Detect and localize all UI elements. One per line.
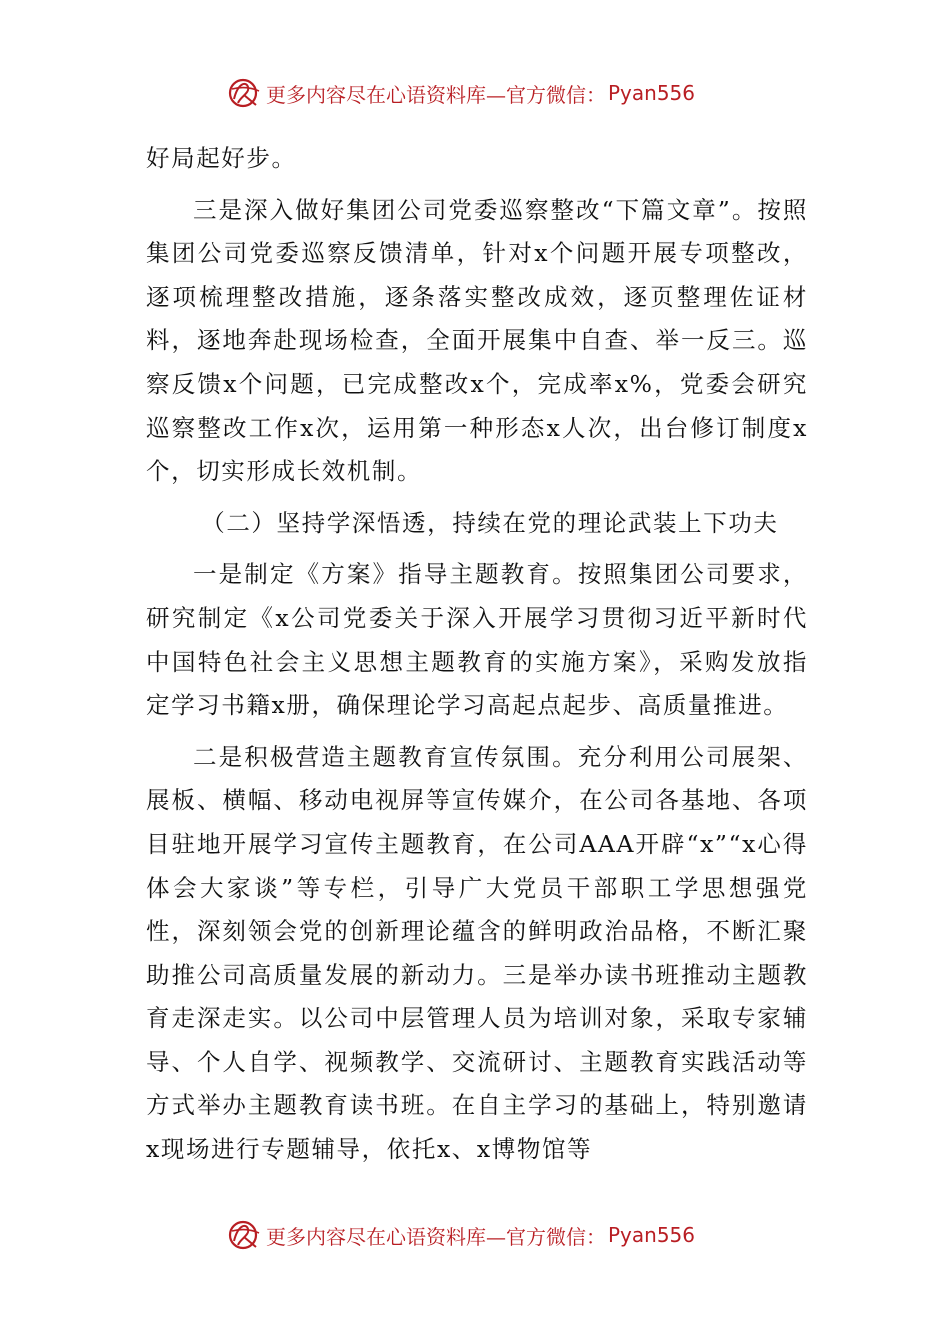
paragraph-plan: 一是制定《方案》指导主题教育。按照集团公司要求，研究制定《x公司党委关于深入开展学习贯彻习近平新时代中国特色社会主义思想主题教育的实施方案》，采购发放指定学习书籍x册，确保理论学习高起点起步、高质量推进。	[146, 560, 808, 720]
paragraph-publicity: 二是积极营造主题教育宣传氛围。充分利用公司展架、展板、横幅、移动电视屏等宣传媒介，在公司各基地、各项目驻地开展学习宣传主题教育，在公司AAA开辟“x”“x心得体会大家谈”等专栏，引导广大党员干部职工学思想强党性，深刻领会党的创新理论蕴含的鲜明政治品格，不断汇聚助推公司高质量发展的新动力。三是举办读书班推动主题教育走深走实。以公司中层管理人员为培训对象，采取专家辅导、个人自学、视频教学、交流研讨、主题教育实践活动等方式举办主题教育读书班。在自主学习的基础上，特别邀请x现场进行专题辅导，依托x、x博物馆等	[146, 742, 808, 1164]
section-heading: （二）坚持学深悟透，持续在党的理论武装上下功夫	[201, 508, 779, 537]
paragraph-continuation: 好局起好步。	[146, 144, 297, 172]
banner-wechat-id: Pyan556	[608, 1223, 696, 1247]
footer-banner	[226, 1215, 746, 1255]
banner-text: 更多内容尽在心语资料库—官方微信：	[266, 1224, 606, 1249]
header-banner	[226, 73, 746, 113]
document-body	[146, 137, 808, 1180]
banner-text: 更多内容尽在心语资料库—官方微信：	[266, 82, 606, 107]
paragraph-inspection-rectification: 三是深入做好集团公司党委巡察整改“下篇文章”。按照集团公司党委巡察反馈清单，针对x个问题开展专项整改，逐项梳理整改措施，逐条落实整改成效，逐页整理佐证材料，逐地奔赴现场检查，全面开展集中自查、举一反三。巡察反馈x个问题，已完成整改x个，完成率x%，党委会研究巡察整改工作x次，运用第一种形态x人次，出台修订制度x个，切实形成长效机制。	[146, 195, 808, 486]
signature-logo-icon	[226, 75, 262, 111]
signature-logo-icon	[226, 1217, 262, 1253]
banner-wechat-id: Pyan556	[608, 81, 696, 105]
